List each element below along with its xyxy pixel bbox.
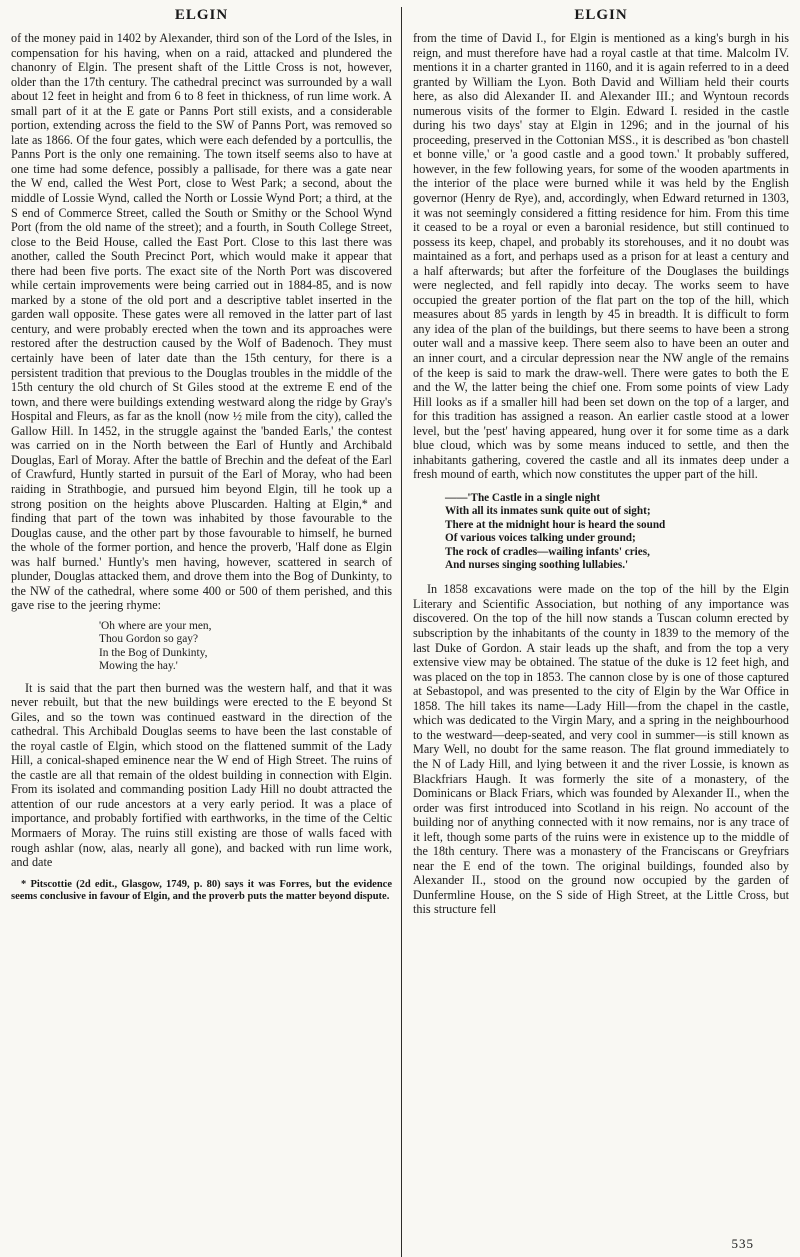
verse-line: ——'The Castle in a single night	[445, 491, 601, 504]
verse-line: There at the midnight hour is heard the sound	[445, 518, 666, 531]
verse-line: The rock of cradles—wailing infants' cries,	[445, 545, 650, 558]
paragraph-excavations-monasteries: In 1858 excavations were made on the top of the hill by the Elgin Literary and Scientific Association, but nothing of any importance was discovered. On the top of the hill now stands a Tuscan column erected by subscription by the inhabitants of the county in 1839 to the memory of the last Duke of Gordon. A stair leads up the shaft, and from the top a very extensive view may be obtained. The statue of the duke is 12 feet high, and was placed on the top in 1853. The cannon close by is one of those captured at Sebastopol, and was presented to the city of Elgin by the War Office in 1858. The hill takes its name—Lady Hill—from the chapel in the castle, which was dedicated to the Virgin Mary, and a spring in the neighbourhood to the westward—deep-seated, and very cool in summer—is still known as Mary Well, no doubt for the same reason. The flat ground immediately to the N of Lady Hill, and lying between it and the river Lossie, is known as Blackfriars Haugh. It was formerly the site of a monastery, of the Dominicans or Black Friars, which was founded by Alexander II., when the order was first introduced into Scotland in his reign. No account of the building nor of anything connected with it now remains, nor is any trace of it left, though some parts of the ruins were in existence up to the middle of the 18th century. There was a monastery of the Franciscans or Greyfriars near the E end of the town. The original buildings, founded also by Alexander II., stood on the ground now occupied by the garden of Dunfermline House, on the S side of High Street, at the Little Cross, but this structure fell	[413, 582, 789, 917]
verse-block-dunkinty-rhyme	[99, 620, 392, 674]
paragraph-lady-hill: It is said that the part then burned was the western half, and that it was never rebuilt, but that the new buildings were erected to the E beyond St Giles, and so the town was continued eastward in the direction of the cathedral. This Archibald Douglas seems to have been the last constable of the royal castle of Elgin, which stood on the flattened summit of the Lady Hill, a conical-shaped eminence near the W end of High Street. The ruins of the castle are all that remain of the oldest building in connection with Elgin. From its isolated and commanding position Lady Hill no doubt attracted the attention of our rude ancestors at a very early period. It was a place of importance, and probably fortified with earthworks, in the time of the Celtic Mormaers of Moray. The ruins still existing are those of walls faced with rough ashlar (now, alas, nearly all gone), and backed with run lime work, and date	[11, 680, 392, 870]
page-number: 535	[731, 1236, 754, 1251]
verse-line: In the Bog of Dunkinty,	[99, 646, 208, 659]
verse-block-castle-legend	[445, 492, 789, 572]
right-column	[401, 7, 794, 1257]
running-header-right: ELGIN	[574, 7, 628, 23]
verse-line: Mowing the hay.'	[99, 660, 178, 673]
verse-line: Of various voices talking under ground;	[445, 532, 636, 545]
paragraph-royal-castle: from the time of David I., for Elgin is mentioned as a king's burgh in his reign, and must therefore have had a royal castle at that time. Malcolm IV. mentions it in a charter granted in 1160, and it is again referred to in a deed granted by William the Lyon. Both David and William held their courts here, as also did Alexander II. and Alexander III.; and Wyntoun records numerous visits of the former to Elgin. Edward I. resided in the castle during his two days' stay at Elgin in 1296; and in the journal of his proceeding, preserved in the Cottonian MSS., it is described as 'bon chastell et bonne ville,' or 'a good castle and a good town.' It probably suffered, however, in the few following years, for some of the wooden apartments in the interior of the place were burned while it was held by the English governor (Henry de Rye), and, accordingly, when Edward returned in 1303, it was not seemingly considered a fitting residence for him. From this time it ceased to be a royal or even a baronial residence, but still continued to possess its keep, chapel, and probably its storehouses, and it no doubt was maintained as a fort, and perhaps used as a prison for at least a century and a half afterwards; but after the forfeiture of the Douglases the buildings were neglected, and fell rapidly into decay. The works seem to have occupied the greater portion of the flat part on the top of the hill, which measures about 85 yards in length by 45 in breadth. It is difficult to form any idea of the plan of the buildings, but there seems to have been a strong outer wall and a massive keep. There seem also to have been an outer and an inner court, and a circular depression near the NW angle of the remains of the keep is said to mark the draw-well. There were gates to both the E and the W, the latter being the chief one. From some points of view Lady Hill looks as if a smaller hill had been set down on the top of a larger, and for this tradition has assigned a reason. An earlier castle stood at a lower level, but the 'pest' having appeared, hung over it for some time as a dark blue cloud, which was by some means induced to settle, and then the inhabitants gathering, covered the castle and all its inmates deep under a fresh mound of earth, which now constitutes the upper part of the hill.	[413, 31, 789, 482]
verse-line: 'Oh where are your men,	[99, 619, 212, 632]
paragraph-town-gates: of the money paid in 1402 by Alexander, third son of the Lord of the Isles, in compensation for his having, when on a raid, attacked and plundered the chanonry of Elgin. The present shaft of the Little Cross is not, however, older than the 17th century. The cathedral precinct was surrounded by a wall about 12 feet in height and from 6 to 8 feet in thickness, of run lime work. A small part of it at the E gate or Panns Port still exists, and a considerable portion, extending across the field to the SW of Panns Port, was removed so late as 1866. Of the four gates, which were each defended by a portcullis, the Panns Port is the only one remaining. The town itself seems also to have at one time had some defence, possibly a pallisade, for there was a gate near the W end, called the West Port, close to West Park; a second, about the middle of Lossie Wynd, called the North or Lossie Wynd Port; a third, at the S end of Commerce Street, called the South or Smithy or the School Wynd Port (from the old name of the street); and a fourth, in South College Street, close to the Beid House, called the East Port. Close to this last there was another, called the South Precinct Port, which would make it appear that there had been five ports. The exact site of the North Port was discovered while certain improvements were being carried out in 1884-85, and is now marked by a stone of the old port and a descriptive tablet inserted in the garden wall opposite. These gates were all removed in the latter part of last century, and were probably erected when the town and its approaches were restored after the destruction caused by the Wolf of Badenoch. They must certainly have been of later date than the 15th century, for there is a persistent tradition that previous to the Douglas troubles in the middle of the 15th century the old church of St Giles stood at the extreme E end of the town, and there were buildings extending westward along the ridge by Gray's Hospital and Fleurs, as far as the knoll (now ½ mile from the city), called the Gallow Hill. In 1452, in the struggle against the 'banded Earls,' the contest was carried on in the North between the Earl of Huntly and Archibald Douglas, Earl of Moray. After the battle of Brechin and the defeat of the Earl of Crawfurd, Huntly started in pursuit of the Earl of Moray, who had been raiding in Strathbogie, and pursued him beyond Elgin, till he took up a strong position on the heights above Pluscarden. Halting at Elgin,* and finding that part of the town was inhabited by those favourable to the Douglas cause, and the other part by those favourable to himself, he burned the whole of the former portion, and hence the proverb, 'Half done as Elgin was half burned.' Huntly's men having, however, scattered in search of plunder, Douglas attacked them, and drove them into the Bog of Dunkinty, to the NW of the cathedral, where some 400 or 500 of them perished, and this gave rise to the jeering rhyme:	[11, 31, 392, 613]
running-header-left: ELGIN	[174, 7, 229, 23]
left-column	[8, 7, 401, 1257]
verse-line: Thou Gordon so gay?	[99, 633, 199, 646]
verse-line: With all its inmates sunk quite out of sight;	[445, 505, 651, 518]
verse-line: And nurses singing soothing lullabies.'	[445, 558, 629, 571]
footnote-pitscottie: * Pitscottie (2d edit., Glasgow, 1749, p. 80) says it was Forres, but the evidence seems conclusive in favour of Elgin, and the proverb puts the matter beyond dispute.	[11, 878, 392, 902]
